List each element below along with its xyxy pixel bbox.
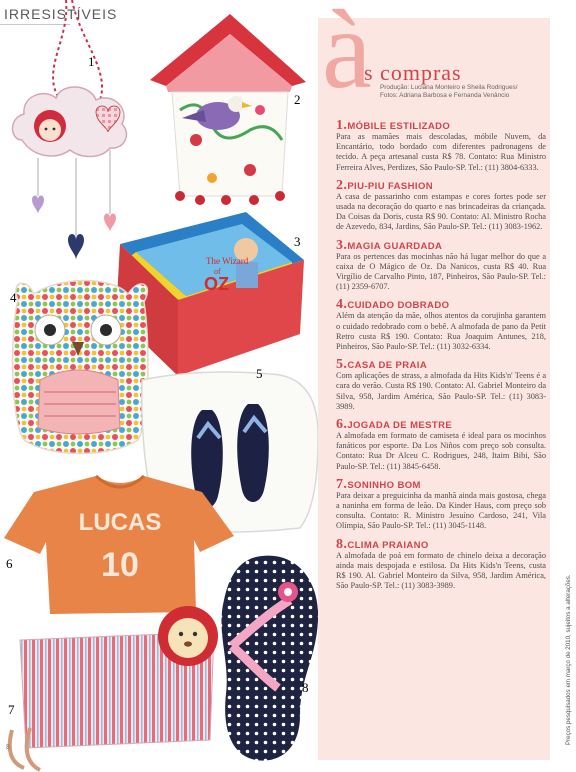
photo-number-8: 8: [302, 680, 309, 695]
product-number: 4.: [336, 297, 348, 313]
cloud-mobile: [13, 0, 127, 260]
product-number: 3.: [336, 237, 348, 253]
product-text: Para os pertences das mocinhas não há lugar melhor do que a caixa de O Mágico de Oz. Da Nanicos, custa R$ 40. Rua Virgílio de Carvalho Pinto, 187, Pinheiros, São Paulo-SP. Tel.: (11) 2359-6707.: [336, 251, 546, 292]
product-text: A casa de passarinho com estampas e cores fortes pode ser usada na decoração do quarto e nas brincadeiras da criançada. Da Coisas da Doris, custa R$ 90. Contato: Al. Ministro Rocha de Azevedo, 834, Jardins, São Paulo-SP. Tel.: (11) 3083-1962.: [336, 191, 546, 232]
product-text: Além da atenção da mãe, olhos atentos da corujinha garantem o cuidado redobrado com o bebê. A almofada de pano da Petit Retro custa R$ 190. Contato: Rua Joaquim Antunes, 218, Pinheiros, São Paulo-SP. Tel.: (11) 3032-6334.: [336, 311, 546, 352]
product-title: CLIMA PRAIANO: [347, 539, 429, 551]
box-title-line3: OZ: [204, 274, 229, 294]
product-item-7: [336, 476, 546, 532]
product-item-1: [336, 120, 546, 173]
product-text: A almofada em formato de camiseta é ideal para os mocinhos fanáticos por esporte. Da Los Niños com preço sob consulta. Contato: Rua Dr Alceu C. Rodrigues, 248, Itaim Bibi, São Paulo-SP. Tel.: (11) 3845-6458.: [336, 431, 546, 471]
photo-number-3: 3: [294, 234, 301, 249]
section-title: IRRESISTÍVEIS: [4, 6, 118, 22]
lion-blanket: [10, 606, 218, 770]
product-number: 2.: [336, 177, 348, 193]
product-item-3: [336, 237, 546, 293]
page-number: 8: [6, 744, 10, 751]
product-list: [336, 120, 546, 599]
shirt-name: LUCAS: [78, 509, 162, 536]
shirt-pillow: [4, 476, 234, 614]
shirt-number: 10: [101, 546, 139, 584]
box-title-line2: of: [214, 267, 221, 276]
owl-pillow: [13, 281, 148, 454]
product-title: MÓBILE ESTILIZADO: [347, 121, 451, 132]
product-text: A almofada de poá em formato de chinelo deixa a decoração ainda mais despojada e estilosa. Da Hits Kids'n Teens, custa R$ 190. Al. Gabriel Monteiro da Silva, 958, Jardim América, São Paulo-SP. Tel.: (11) 3083-3989.: [336, 550, 546, 591]
product-number: 5.: [336, 357, 348, 373]
product-title: CASA DE PRAIA: [347, 360, 428, 372]
product-number: 1.: [336, 118, 348, 133]
credits: [380, 84, 552, 100]
product-item-6: [336, 419, 546, 472]
product-title: CUIDADO DOBRADO: [347, 300, 450, 312]
photo-number-1: 1: [88, 54, 95, 69]
product-title: JOGADA DE MESTRE: [347, 420, 453, 432]
product-item-8: [336, 536, 546, 592]
product-text: Com aplicações de strass, a almofada da Hits Kids'n' Teens é a cara do verão. Custa R$ 190. Contato: Al. Gabriel Monteiro da Silva, 958, Jardim América, São Paulo-SP. Tel.: (11) 3083-3989.: [336, 371, 546, 411]
product-item-2: [336, 177, 546, 233]
product-item-5: [336, 359, 546, 412]
product-item-4: [336, 299, 546, 352]
price-disclaimer: Preços pesquisados em março de 2010, sujeitos a alterações.: [565, 574, 572, 745]
product-title: MAGIA GUARDADA: [347, 240, 443, 252]
photo-number-6: 6: [6, 556, 13, 571]
box-title-line1: The Wizard: [206, 256, 249, 266]
product-text: Para deixar a preguicinha da manhã ainda mais gostosa, chega a naninha em forma de leão. Da Kinder Haus, com preço sob consulta. Contato: R. Ministro Jesuíno Cardoso, 241, Vila Olímpia, São Paulo-SP. Tel.: (11) 3045-1148.: [336, 490, 546, 531]
product-number: 6.: [336, 417, 348, 433]
credits-production: Produção: Luciana Monteiro e Sheila Rodrigues/: [380, 84, 518, 91]
photo-number-5: 5: [256, 366, 263, 381]
photo-number-2: 2: [294, 92, 301, 107]
birdhouse: [150, 14, 306, 205]
photo-number-4: 4: [10, 290, 17, 305]
product-number: 8.: [336, 536, 348, 552]
heading-title: s compras: [364, 60, 462, 85]
polka-flip-flop: [221, 556, 318, 761]
product-text: Para as mamães mais descoladas, móbile Nuvem, da Encantário, todo bordado com diferentes padronagens de tecido. A peça artesanal custa R$ 78. Contato: Rua Ministro Ferreira Alves, Perdizes, São Paulo-SP. Tel.: (11) 3804-6333.: [336, 132, 546, 172]
product-title: PIU-PIU FASHION: [347, 180, 434, 192]
photo-number-7: 7: [8, 702, 15, 717]
product-number: 7.: [336, 476, 348, 492]
heading-big-letter: à: [322, 0, 372, 112]
credits-photos: Fotos: Adriana Barbosa e Fernanda Venâncio: [380, 92, 510, 99]
product-title: SONINHO BOM: [347, 479, 421, 491]
